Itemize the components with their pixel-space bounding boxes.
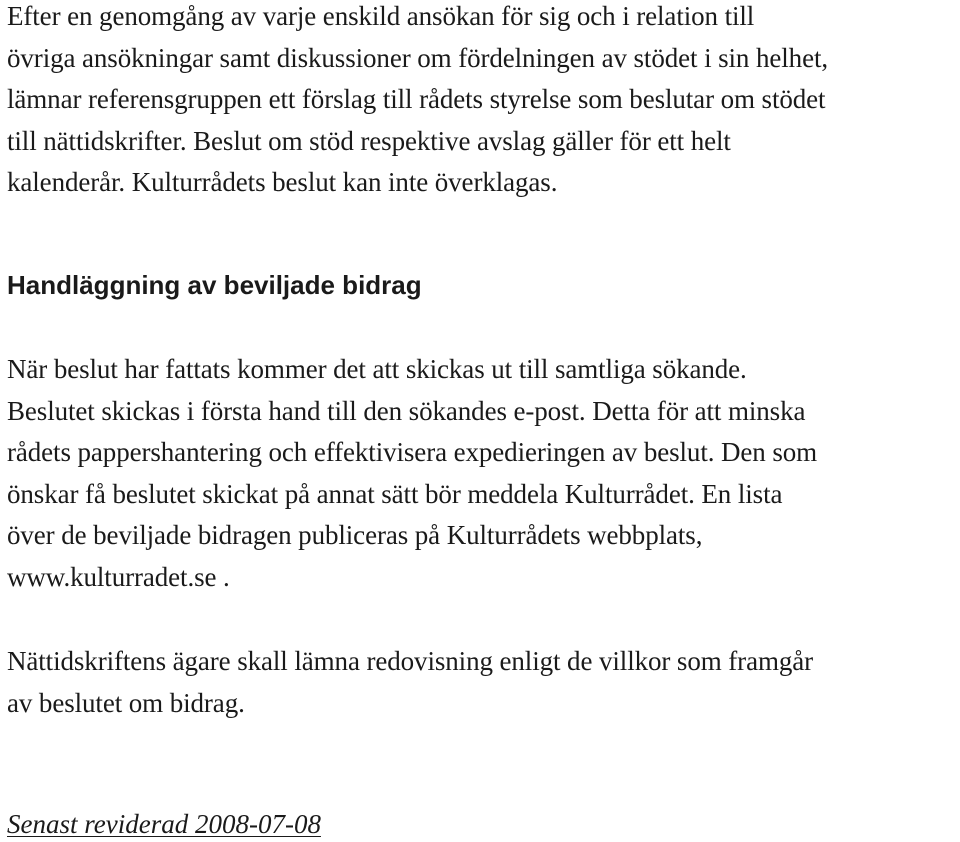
text-line: av beslutet om bidrag. (7, 687, 245, 718)
text-line: övriga ansökningar samt diskussioner om fördelningen av stödet i sin helhet, (7, 42, 829, 73)
text-line: Beslutet skickas i första hand till den sökandes e-post. Detta för att minska (7, 395, 806, 426)
text-line: Efter en genomgång av varje enskild ansökan för sig och i relation till (7, 1, 755, 31)
text-line: kalenderår. Kulturrådets beslut kan inte överklagas. (7, 167, 558, 197)
text-line: över de beviljade bidragen publiceras på Kulturrådets webbplats, (7, 520, 703, 550)
text-line: Nättidskriftens ägare skall lämna redovisning enligt de villkor som framgår (7, 646, 814, 676)
text-line: önskar få beslutet skickat på annat sätt bör meddela Kulturrådet. En lista (7, 478, 783, 509)
text-line: lämnar referensgruppen ett förslag till rådets styrelse som beslutar om stödet (7, 84, 826, 114)
reporting-paragraph (7, 641, 813, 724)
text-line: När beslut har fattats kommer det att skickas ut till samtliga sökande. (7, 354, 747, 384)
decision-paragraph (7, 349, 817, 598)
intro-paragraph (7, 0, 828, 204)
text-line: till nättidskrifter. Beslut om stöd respektive avslag gäller för ett helt (7, 125, 731, 156)
website-link-line: www.kulturradet.se . (7, 561, 230, 592)
section-heading: Handläggning av beviljade bidrag (7, 270, 422, 300)
text-line: rådets pappershantering och effektivisera expedieringen av beslut. Den som (7, 437, 818, 467)
revision-date: Senast reviderad 2008-07-08 (7, 809, 321, 839)
